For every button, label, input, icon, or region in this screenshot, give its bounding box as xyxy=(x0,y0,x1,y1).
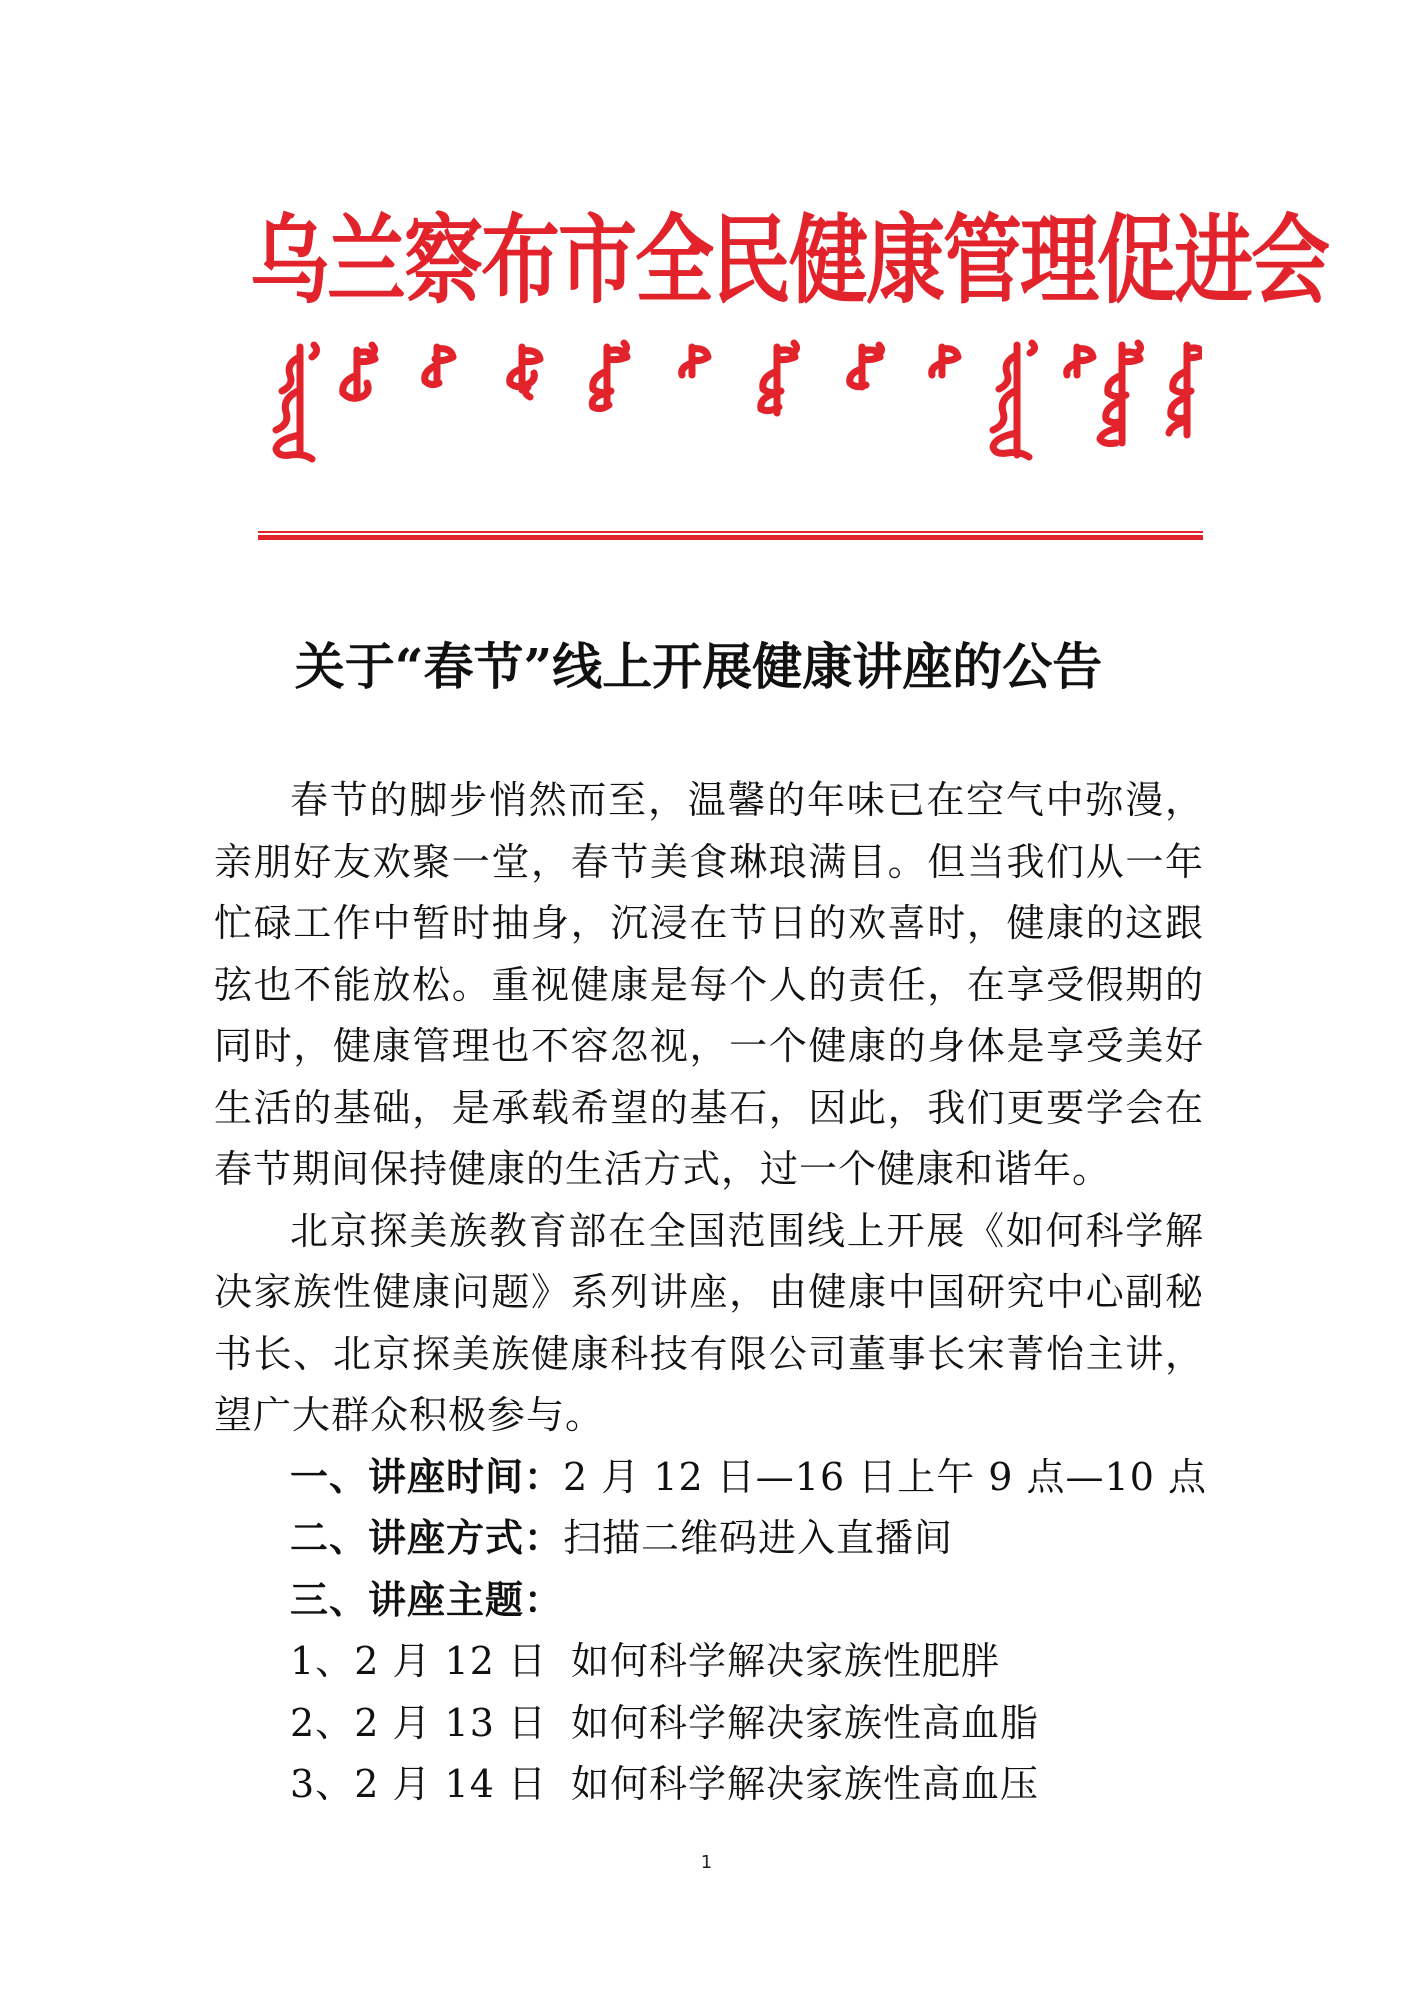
notice-title: 关于“春节”线上开展健康讲座的公告 xyxy=(294,637,1103,696)
mongolian-script-logo xyxy=(262,335,1202,475)
lecture-method-value: 扫描二维码进入直播间 xyxy=(563,1516,954,1560)
lecture-paragraph: 北京探美族教育部在全国范围线上开展《如何科学解决家族性健康问题》系列讲座，由健康中国研究中心副秘书长、北京探美族健康科技有限公司董事长宋菁怡主讲，望广大群众积极参与。 xyxy=(214,1208,1204,1437)
divider-thin-line xyxy=(258,531,1203,533)
intro-paragraph: 春节的脚步悄然而至，温馨的年味已在空气中弥漫，亲朋好友欢聚一堂，春节美食琳琅满目。但当我们从一年忙碌工作中暂时抽身，沉浸在节日的欢喜时，健康的这跟弦也不能放松。重视健康是每个人的责任，在享受假期的同时，健康管理也不容忽视，一个健康的身体是享受美好生活的基础，是承载希望的基石，因此，我们更要学会在春节期间保持健康的生活方式，过一个健康和谐年。 xyxy=(214,778,1204,1191)
organization-name: 乌兰察布市全民健康管理促进会 xyxy=(250,203,1328,318)
divider-thick-line xyxy=(258,535,1203,540)
lecture-method xyxy=(214,1508,1204,1570)
lecture-time-label: 一、讲座时间： xyxy=(290,1454,564,1499)
header-divider xyxy=(258,531,1203,541)
lecture-time xyxy=(214,1447,1207,1509)
topic-text: 如何科学解决家族性高血压 xyxy=(570,1762,1039,1806)
topic-text: 如何科学解决家族性高血脂 xyxy=(570,1700,1039,1745)
topic-index: 1、 xyxy=(290,1639,355,1683)
notice-body xyxy=(214,770,1207,1816)
lecture-method-label: 二、讲座方式： xyxy=(290,1516,564,1560)
topic-item xyxy=(214,1631,1204,1693)
topic-date: 2 月 14 日 xyxy=(354,1762,547,1806)
topic-date: 2 月 13 日 xyxy=(354,1700,547,1745)
lecture-time-value: 2 月 12 日—16 日上午 9 点—10 点 xyxy=(563,1454,1207,1499)
page-number: 1 xyxy=(700,1852,713,1873)
lecture-topics-label: 三、讲座主题： xyxy=(290,1577,564,1622)
topic-text: 如何科学解决家族性肥胖 xyxy=(570,1639,1000,1683)
lecture-topics-heading xyxy=(214,1570,1204,1632)
topic-item xyxy=(214,1754,1204,1816)
topic-index: 2、 xyxy=(290,1700,355,1745)
topic-date: 2 月 12 日 xyxy=(354,1639,547,1683)
topic-item xyxy=(214,1693,1204,1755)
topic-index: 3、 xyxy=(290,1762,355,1806)
